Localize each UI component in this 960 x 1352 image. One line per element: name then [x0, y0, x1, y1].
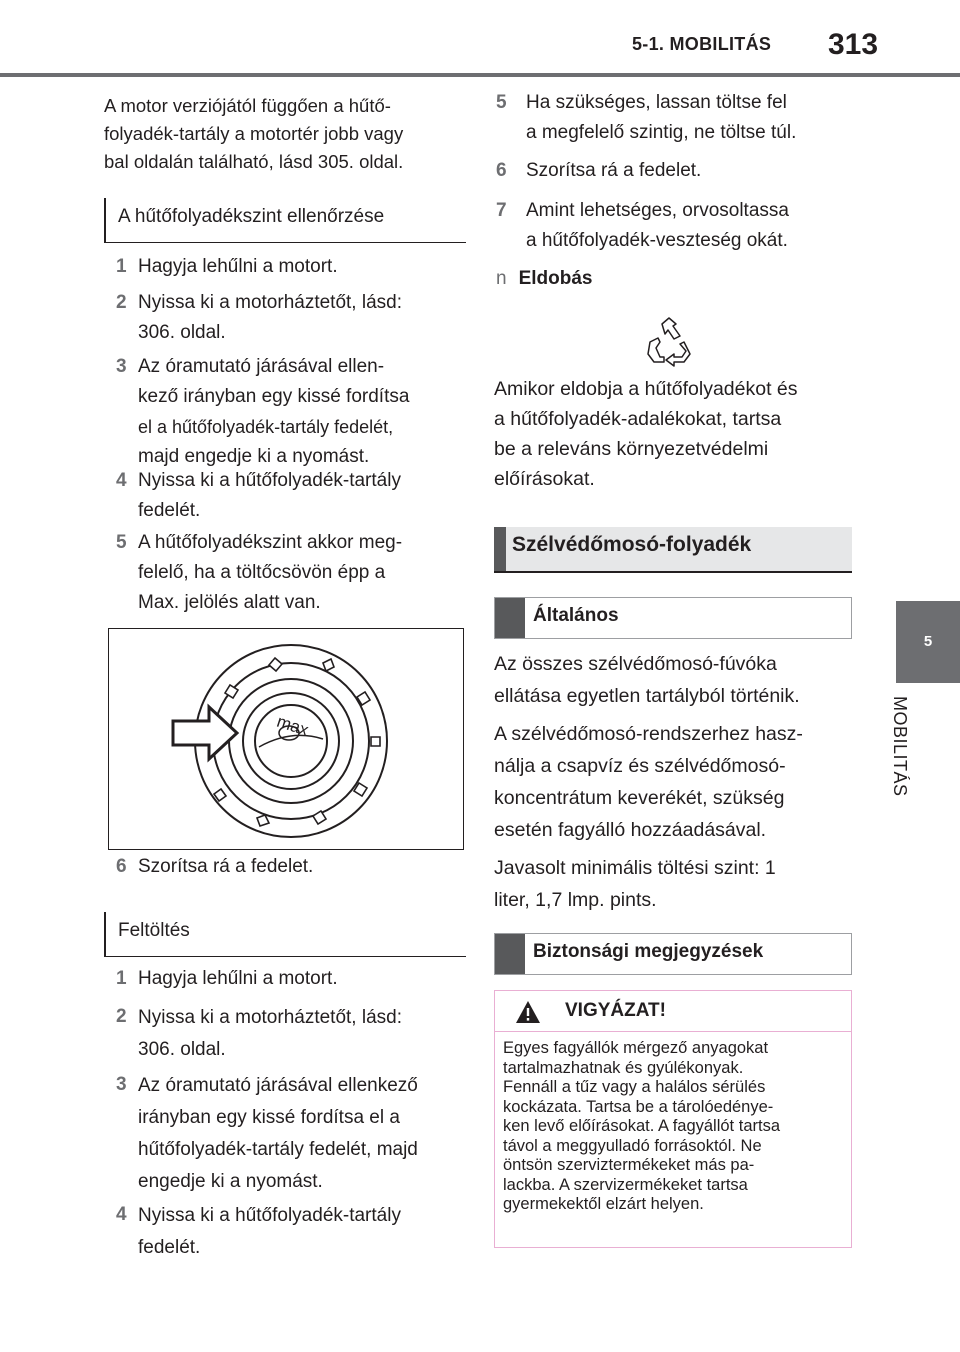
- general-line: ellátása egyetlen tartályból történik.: [494, 685, 800, 707]
- warning-line: gyermekektől elzárt helyen.: [503, 1195, 704, 1213]
- coolant-cap-drawing: [109, 629, 463, 849]
- general-heading: Általános: [533, 605, 619, 626]
- general-line: Javasolt minimális töltési szint: 1: [494, 857, 776, 879]
- step-line: irányban egy kissé fordítsa el a: [138, 1107, 400, 1128]
- step-line: A hűtőfolyadékszint akkor meg-: [138, 532, 403, 553]
- section-heading-bar: [494, 527, 852, 573]
- step-line: felelő, ha a töltőcsövön épp a: [138, 562, 386, 583]
- general-line: nálja a csapvíz és szélvédőmosó-: [494, 755, 786, 777]
- warning-line: ken levő előírásokat. A fagyállót tartsa: [503, 1117, 780, 1135]
- step-number: 6: [116, 856, 127, 877]
- general-heading-box: [494, 597, 852, 639]
- step-number: 7: [496, 200, 507, 221]
- step-line: a megfelelő szintig, ne töltse túl.: [526, 122, 797, 143]
- recycle-icon: [644, 316, 694, 368]
- step-line: Hagyja lehűlni a motort.: [138, 968, 338, 989]
- safety-heading: Biztonsági megjegyzések: [533, 941, 764, 962]
- safety-heading-box: [494, 933, 852, 975]
- intro-line: folyadék-tartály a motortér jobb vagy: [104, 123, 404, 144]
- header-rule: [0, 73, 960, 77]
- step-line: engedje ki a nyomást.: [138, 1171, 323, 1192]
- heading-accent: [495, 598, 525, 638]
- step-number: 4: [116, 470, 127, 491]
- step-line: kező irányban egy kissé fordítsa: [138, 386, 410, 407]
- step-line: 306. oldal.: [138, 1039, 226, 1060]
- fill-subheading: [104, 912, 466, 957]
- intro-paragraph: [104, 92, 474, 176]
- step-number: 1: [116, 256, 127, 277]
- warning-line: Fennáll a tűz vagy a halálos sérülés: [503, 1078, 766, 1096]
- warning-text: [503, 1039, 843, 1215]
- chapter-label-text: MOBILITÁS: [890, 696, 910, 797]
- step-line: Szorítsa rá a fedelet.: [526, 160, 702, 181]
- general-paragraphs: [494, 648, 864, 916]
- general-line: esetén fagyálló hozzáadásával.: [494, 819, 767, 841]
- step-number: 6: [496, 160, 507, 181]
- disposal-line: be a releváns környezetvédelmi: [494, 438, 769, 460]
- washer-heading: Szélvédőmosó-folyadék: [512, 533, 752, 556]
- disposal-heading-text: Eldobás: [518, 268, 593, 289]
- chapter-tab: 5: [896, 601, 960, 683]
- chapter-label: [880, 696, 960, 856]
- step-line: el a hűtőfolyadék-tartály fedelét,: [138, 417, 394, 437]
- step-line: Az óramutató járásával ellenkező: [138, 1075, 418, 1096]
- warning-line: Egyes fagyállók mérgező anyagokat: [503, 1039, 769, 1057]
- step-number: 4: [116, 1204, 127, 1225]
- step-line: Nyissa ki a motorháztetőt, lásd:: [138, 1007, 402, 1028]
- step-line: Nyissa ki a hűtőfolyadék-tartály: [138, 470, 401, 491]
- step-line: a hűtőfolyadék-veszteség okát.: [526, 230, 788, 251]
- general-line: liter, 1,7 lmp. pints.: [494, 889, 657, 911]
- warning-line: öntsön szerviztermékeket más pa-: [503, 1156, 755, 1174]
- fill-subheading-text: Feltöltés: [118, 920, 190, 941]
- disposal-paragraph: [494, 374, 854, 494]
- disposal-line: a hűtőfolyadék-adalékokat, tartsa: [494, 408, 782, 430]
- step-number: 3: [116, 1074, 127, 1095]
- warning-title: VIGYÁZAT!: [565, 1000, 666, 1021]
- general-line: A szélvédőmosó-rendszerhez hasz-: [494, 723, 803, 745]
- intro-line: bal oldalán található, lásd 305. oldal.: [104, 151, 404, 172]
- step-line: Szorítsa rá a fedelet.: [138, 856, 314, 877]
- step-number: 2: [116, 292, 127, 313]
- heading-accent: [495, 934, 525, 974]
- section-title: 5-1. MOBILITÁS: [632, 34, 772, 54]
- step-line: Ha szükséges, lassan töltse fel: [526, 92, 787, 113]
- step-line: Max. jelölés alatt van.: [138, 592, 321, 613]
- step-number: 5: [496, 92, 507, 113]
- step-line: majd engedje ki a nyomást.: [138, 446, 370, 467]
- step-line: fedelét.: [138, 500, 201, 521]
- step-line: hűtőfolyadék-tartály fedelét, majd: [138, 1139, 418, 1160]
- warning-triangle-icon: [515, 1000, 541, 1024]
- step-number: 1: [116, 968, 127, 989]
- step-line: Amint lehetséges, orvosoltassa: [526, 200, 789, 221]
- check-subheading: [104, 198, 466, 243]
- page-number: 313: [828, 28, 879, 61]
- warning-line: távol a meggyulladó forrásoktól. Ne: [503, 1136, 762, 1155]
- intro-line: A motor verziójától függően a hűtő-: [104, 95, 391, 116]
- step-line: Nyissa ki a motorháztetőt, lásd:: [138, 292, 402, 313]
- heading-accent: [494, 527, 506, 571]
- warning-header: [495, 991, 851, 1032]
- warning-line: tartalmazhatnak és gyúlékonyak.: [503, 1058, 744, 1077]
- warning-line: kockázata. Tartsa be a tárolóedénye-: [503, 1097, 774, 1116]
- max-mark-label: max: [274, 711, 311, 740]
- disposal-heading: [496, 268, 592, 290]
- bullet-marker: n: [496, 268, 507, 289]
- general-line: Az összes szélvédőmosó-fúvóka: [494, 653, 777, 675]
- step-line: Hagyja lehűlni a motort.: [138, 256, 338, 277]
- disposal-line: előírásokat.: [494, 468, 595, 490]
- check-subheading-text: A hűtőfolyadékszint ellenőrzése: [118, 206, 385, 227]
- warning-box: [494, 990, 852, 1248]
- step-line: 306. oldal.: [138, 322, 226, 343]
- step-line: Az óramutató járásával ellen-: [138, 356, 385, 377]
- step-line: Nyissa ki a hűtőfolyadék-tartály: [138, 1205, 401, 1226]
- coolant-cap-figure: [108, 628, 464, 850]
- step-number: 3: [116, 356, 127, 377]
- disposal-line: Amikor eldobja a hűtőfolyadékot és: [494, 378, 798, 400]
- warning-line: lackba. A szervizermékeket tartsa: [503, 1175, 748, 1194]
- step-number: 5: [116, 532, 127, 553]
- step-line: fedelét.: [138, 1237, 201, 1258]
- general-line: koncentrátum keverékét, szükség: [494, 787, 785, 809]
- step-number: 2: [116, 1006, 127, 1027]
- arrow-icon: [173, 707, 237, 759]
